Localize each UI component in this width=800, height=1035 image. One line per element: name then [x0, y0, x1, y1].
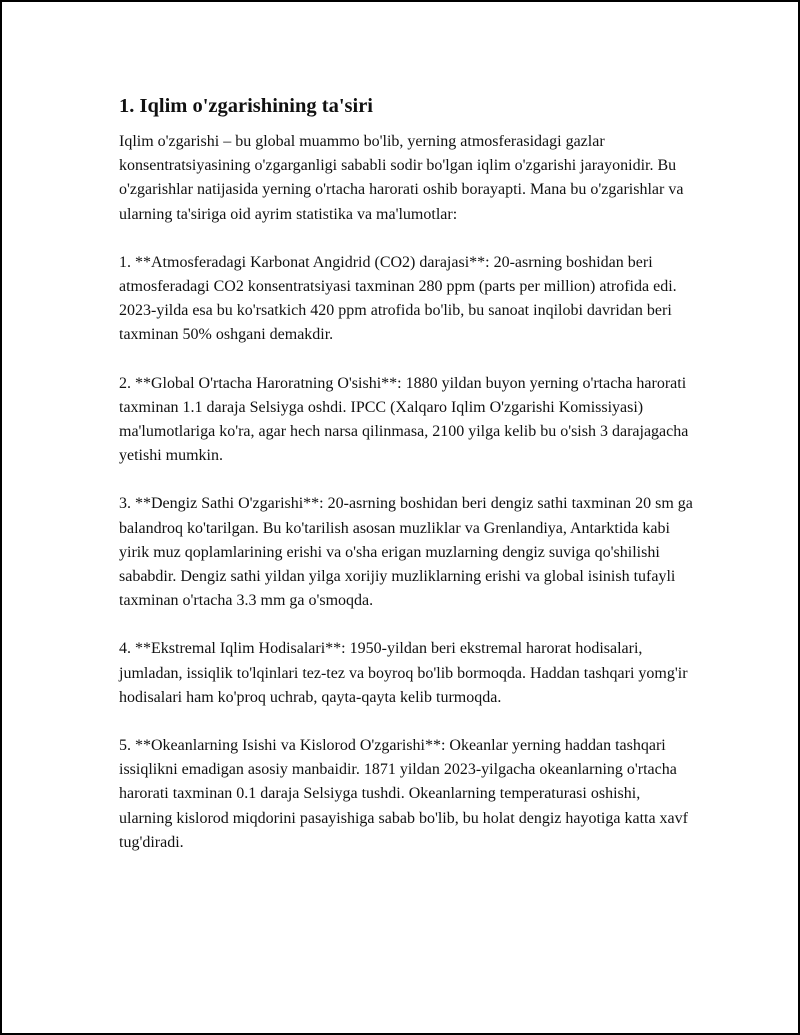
extreme-events-paragraph: 4. **Ekstremal Iqlim Hodisalari**: 1950-yildan beri ekstremal harorat hodisalari, jumladan, issiqlik to'lqinlari tez-tez va boyroq bo'lib bormoqda. Haddan tashqari yomg'ir hodisalari ham ko'proq uchrab, qayta-qayta kelib turmoqda.	[119, 640, 688, 706]
temperature-paragraph: 2. **Global O'rtacha Haroratning O'sishi**: 1880 yildan buyon yerning o'rtacha harorati taxminan 1.1 daraja Selsiyga oshdi. IPCC (Xalqaro Iqlim O'zgarishi Komissiyasi) ma'lumotlariga ko'ra, agar hech narsa qilinmasa, 2100 yilga kelib bu o'sish 3 darajagacha yetishi mumkin.	[119, 374, 689, 465]
sea-level-paragraph: 3. **Dengiz Sathi O'zgarishi**: 20-asrning boshidan beri dengiz sathi taxminan 20 sm ga balandroq ko'tarilgan. Bu ko'tarilish asosan muzliklar va Grenlandiya, Antarktida kabi yirik muz qoplamlarining erishi va o'sha erigan muzlarning dengiz suviga qo'shilishi sababdir. Dengiz sathi yildan yilga xorijiy muzliklarning erishi va global isinish tufayli taxminan o'rtacha 3.3 mm ga o'smoqda.	[119, 495, 693, 610]
co2-paragraph: 1. **Atmosferadagi Karbonat Angidrid (CO2) darajasi**: 20-asrning boshidan beri atmosferadagi CO2 konsentratsiyasi taxminan 280 ppm (parts per million) atrofida edi. 2023-yilda esa bu ko'rsatkich 420 ppm atrofida bo'lib, bu sanoat inqilobi davridan beri taxminan 50% oshgani demakdir.	[119, 253, 677, 344]
intro-paragraph: Iqlim o'zgarishi – bu global muammo bo'lib, yerning atmosferasidagi gazlar konsentratsiyasining o'zgarganligi sababli sodir bo'lgan iqlim o'zgarishi jarayonidir. Bu o'zgarishlar natijasida yerning o'rtacha harorati oshib borayapti. Mana bu o'zgarishlar va ularning ta'siriga oid ayrim statistika va ma'lumotlar:	[119, 133, 684, 223]
document-body	[119, 94, 694, 879]
ocean-warming-paragraph: 5. **Okeanlarning Isishi va Kislorod O'zgarishi**: Okeanlar yerning haddan tashqari issiqlikni emadigan asosiy manbaidir. 1871 yildan 2023-yilgacha okeanlarning o'rtacha harorati taxminan 0.1 daraja Selsiyga tushdi. Okeanlarning temperaturasi oshishi, ularning kislorod miqdorini pasayishiga sabab bo'lib, bu holat dengiz hayotiga katta xavf tug'diradi.	[119, 737, 688, 851]
document-title: 1. Iqlim o'zgarishining ta'siri	[119, 95, 373, 117]
